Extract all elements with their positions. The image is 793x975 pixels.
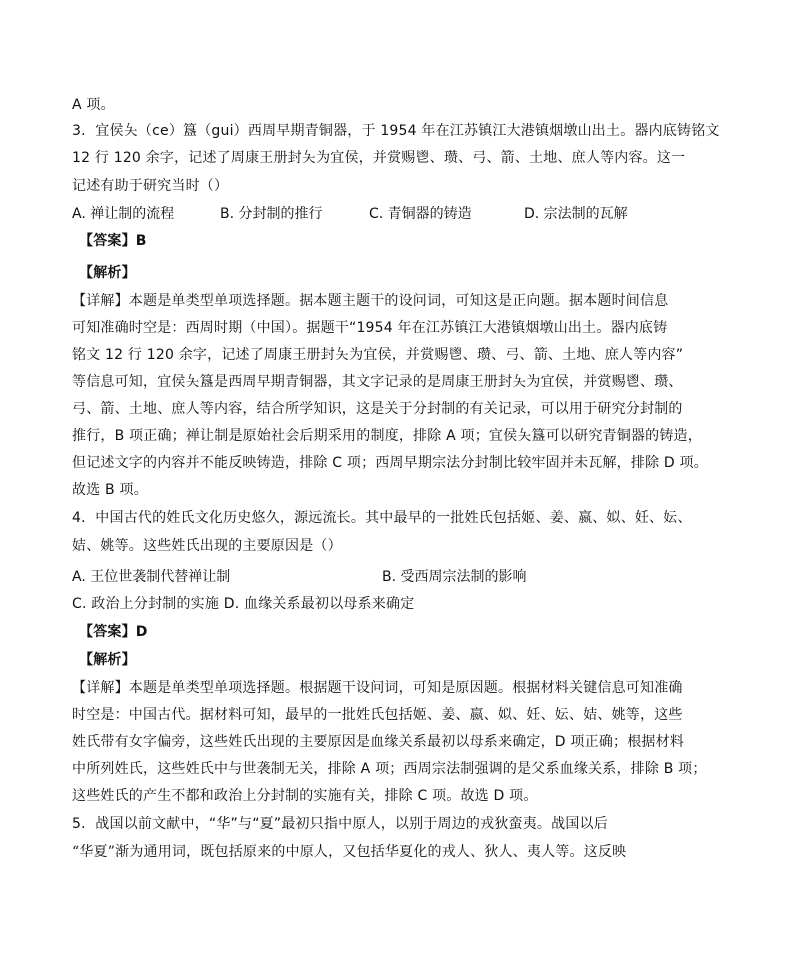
q4-stem-line-1: 4．中国古代的姓氏文化历史悠久，源远流长。其中最早的一批姓氏包括姬、姜、嬴、姒、妊、妘、 xyxy=(72,510,692,526)
q3-detail-line-4: 等信息可知，宜侯夨簋是西周早期青铜器，其文字记录的是周康王册封夨为宜侯，并赏赐鬯、瓒、 xyxy=(72,374,683,390)
q3-detail-line-1: 【详解】本题是单类型单项选择题。据本题主题干的设问词，可知这是正向题。据本题时间信息 xyxy=(72,293,669,309)
q5-stem-line-2: “华夏”渐为通用词，既包括原来的中原人，又包括华夏化的戎人、狄人、夷人等。这反映 xyxy=(72,844,627,860)
q3-detail-line-2: 可知准确时空是：西周时期（中国）。据题干“1954 年在江苏镇江大港镇烟墩山出土。器内底铸 xyxy=(72,320,668,336)
q3-detail-line-3: 铭文 12 行 120 余字，记述了周康王册封夨为宜侯，并赏赐鬯、瓒、弓、箭、土地、庶人等内容” xyxy=(72,347,684,363)
q3-detail-line-8: 故选 B 项。 xyxy=(72,482,148,498)
q3-stem-line-2: 12 行 120 余字，记述了周康王册封夨为宜侯，并赏赐鬯、瓒、弓、箭、土地、庶人等内容。这一 xyxy=(72,150,686,166)
q4-analysis-label: 【解析】 xyxy=(79,652,136,668)
q3-detail-line-5: 弓、箭、土地、庶人等内容，结合所学知识，这是关于分封制的有关记录，可以用于研究分封制的 xyxy=(72,401,683,417)
q3-option-d: D. 宗法制的瓦解 xyxy=(524,206,628,222)
q4-detail-line-3: 姓氏带有女字偏旁，这些姓氏出现的主要原因是血缘关系最初以母系来确定，D 项正确；根据材料 xyxy=(72,734,685,750)
q4-option-a: A. 王位世袭制代替禅让制 xyxy=(72,569,231,585)
q5-stem-line-1: 5．战国以前文献中，“华”与“夏”最初只指中原人，以别于周边的戎狄蛮夷。战国以后 xyxy=(72,816,608,832)
q4-stem-line-2: 姞、姚等。这些姓氏出现的主要原因是（） xyxy=(72,538,342,554)
q3-answer: 【答案】B xyxy=(79,233,147,249)
q3-detail-line-6: 推行，B 项正确；禅让制是原始社会后期采用的制度，排除 A 项；宜侯夨簋可以研究青铜器的铸造， xyxy=(72,428,702,444)
previous-answer-tail: A 项。 xyxy=(72,97,115,113)
q3-stem-line-3: 记述有助于研究当时（） xyxy=(72,178,229,194)
q3-analysis-label: 【解析】 xyxy=(79,265,136,281)
q4-detail-line-2: 时空是：中国古代。据材料可知，最早的一批姓氏包括姬、姜、嬴、姒、妊、妘、姞、姚等，这些 xyxy=(72,707,683,723)
q4-detail-line-1: 【详解】本题是单类型单项选择题。根据题干设问词，可知是原因题。根据材料关键信息可知准确 xyxy=(72,680,683,696)
q4-detail-line-4: 中所列姓氏，这些姓氏中与世袭制无关，排除 A 项；西周宗法制强调的是父系血缘关系，排除 B 项； xyxy=(72,761,707,777)
q3-detail-line-7: 但记述文字的内容并不能反映铸造，排除 C 项；西周早期宗法分封制比较牢固并未瓦解，排除 D 项。 xyxy=(72,455,708,471)
q3-option-b: B. 分封制的推行 xyxy=(220,206,323,222)
q3-option-a: A. 禅让制的流程 xyxy=(72,206,175,222)
q4-option-b: B. 受西周宗法制的影响 xyxy=(382,569,527,585)
q4-detail-line-5: 这些姓氏的产生不都和政治上分封制的实施有关，排除 C 项。故选 D 项。 xyxy=(72,788,538,804)
q4-answer: 【答案】D xyxy=(79,624,148,640)
q3-option-c: C. 青铜器的铸造 xyxy=(369,206,472,222)
q3-stem-line-1: 3．宜侯夨（ce）簋（gui）西周早期青铜器，于 1954 年在江苏镇江大港镇烟墩山出土。器内底铸铭文 xyxy=(72,123,720,139)
q4-option-c-d: C. 政治上分封制的实施 D. 血缘关系最初以母系来确定 xyxy=(72,596,415,612)
